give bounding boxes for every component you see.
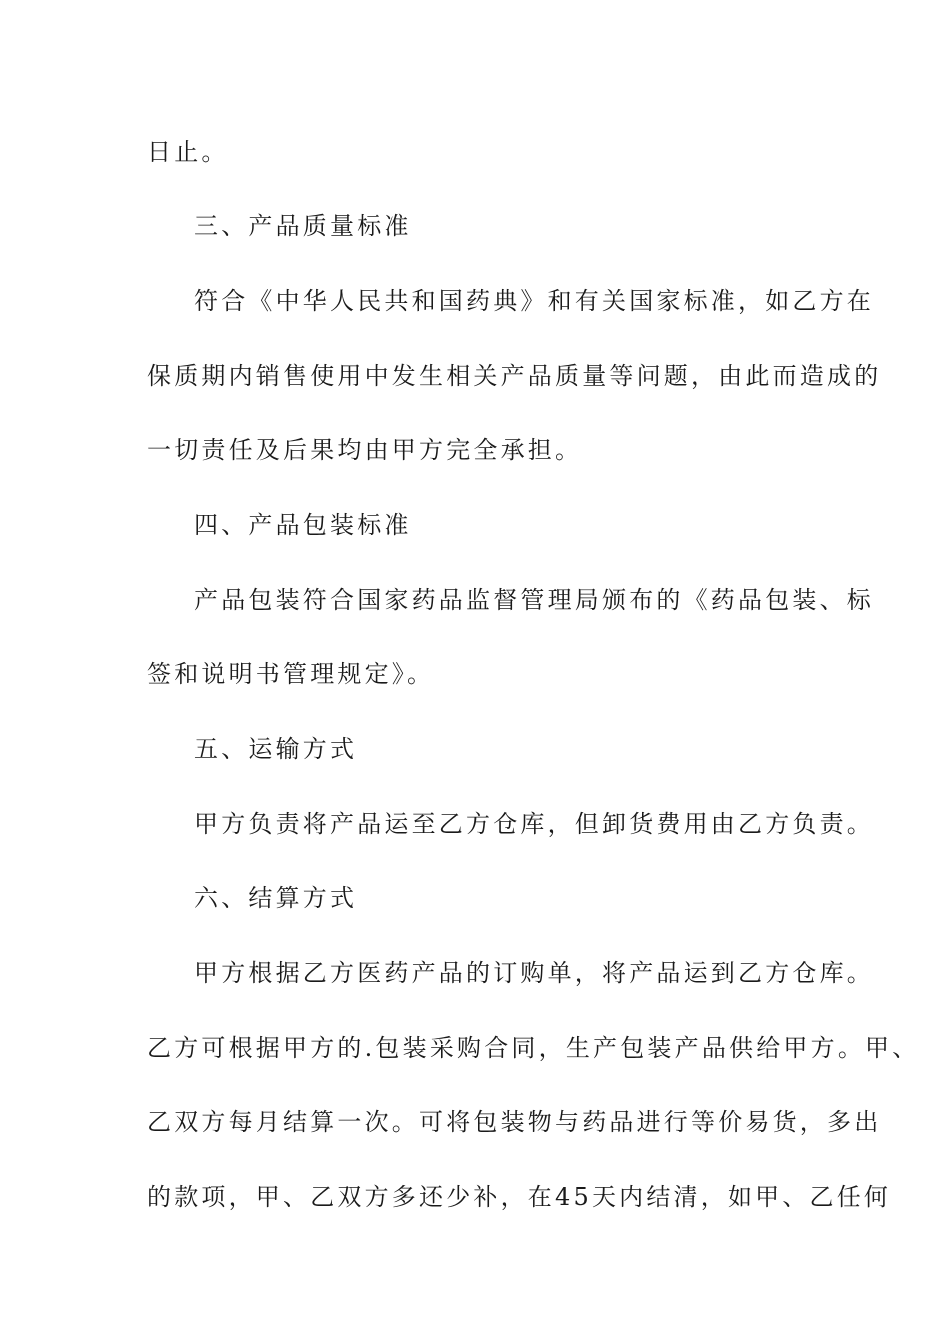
- paragraph-line: 日止。: [147, 138, 229, 166]
- section-heading-quality: 三、产品质量标准: [194, 212, 412, 240]
- section-heading-settlement: 六、结算方式: [194, 884, 358, 912]
- paragraph-line: 签和说明书管理规定》。: [147, 660, 435, 688]
- paragraph-line: 符合《中华人民共和国药典》和有关国家标准，如乙方在: [194, 287, 874, 315]
- paragraph-line: 保质期内销售使用中发生相关产品质量等问题，由此而造成的: [147, 362, 882, 390]
- section-heading-packaging: 四、产品包装标准: [194, 511, 412, 539]
- paragraph-line: 甲方根据乙方医药产品的订购单，将产品运到乙方仓库。: [194, 959, 874, 987]
- paragraph-line: 产品包装符合国家药品监督管理局颁布的《药品包装、标: [194, 586, 874, 614]
- paragraph-line: 乙方可根据甲方的.包装采购合同，生产包装产品供给甲方。甲、: [147, 1034, 920, 1062]
- paragraph-line: 乙双方每月结算一次。可将包装物与药品进行等价易货，多出: [147, 1108, 882, 1136]
- section-heading-transport: 五、运输方式: [194, 735, 358, 763]
- paragraph-line: 甲方负责将产品运至乙方仓库，但卸货费用由乙方负责。: [194, 810, 874, 838]
- paragraph-line: 一切责任及后果均由甲方完全承担。: [147, 436, 583, 464]
- paragraph-line: 的款项，甲、乙双方多还少补，在45天内结清，如甲、乙任何: [147, 1183, 892, 1211]
